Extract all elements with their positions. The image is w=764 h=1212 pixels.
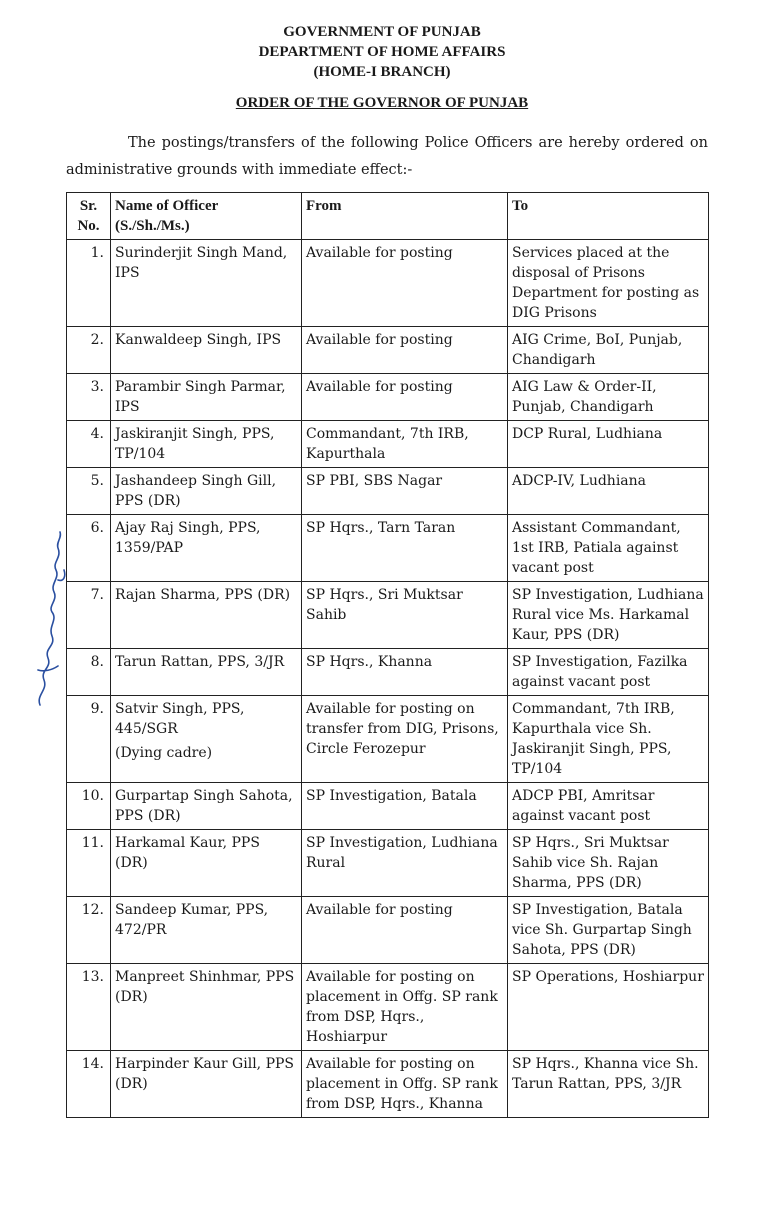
cell-from: SP Investigation, Batala: [302, 783, 508, 830]
cell-officer-name: Tarun Rattan, PPS, 3/JR: [111, 649, 302, 696]
cell-from: Available for posting: [302, 374, 508, 421]
cell-from: Available for posting: [302, 240, 508, 327]
cell-officer-name: Rajan Sharma, PPS (DR): [111, 582, 302, 649]
cell-to: Services placed at the disposal of Prisons Department for posting as DIG Prisons: [508, 240, 709, 327]
table-row: [67, 468, 709, 515]
officer-name-text: Satvir Singh, PPS, 445/SGR: [115, 701, 245, 737]
cell-officer-name: Jashandeep Singh Gill, PPS (DR): [111, 468, 302, 515]
cell-from: SP Hqrs., Tarn Taran: [302, 515, 508, 582]
table-row: [67, 649, 709, 696]
table-row: [67, 327, 709, 374]
table-row: [67, 240, 709, 327]
table-row: [67, 374, 709, 421]
table-row: [67, 783, 709, 830]
cell-from: SP PBI, SBS Nagar: [302, 468, 508, 515]
cell-sr-no: 3.: [67, 374, 111, 421]
cell-sr-no: 11.: [67, 830, 111, 897]
header-name-line1: Name of Officer: [115, 198, 219, 214]
cell-from: Available for posting on transfer from DIG, Prisons, Circle Ferozepur: [302, 696, 508, 783]
cell-to: Commandant, 7th IRB, Kapurthala vice Sh. Jaskiranjit Singh, PPS, TP/104: [508, 696, 709, 783]
header-line-department: DEPARTMENT OF HOME AFFAIRS: [258, 44, 506, 60]
cell-sr-no: 2.: [67, 327, 111, 374]
cell-officer-name: Surinderjit Singh Mand, IPS: [111, 240, 302, 327]
cell-officer-name: Ajay Raj Singh, PPS, 1359/PAP: [111, 515, 302, 582]
cell-officer-name: Parambir Singh Parmar, IPS: [111, 374, 302, 421]
cell-sr-no: 6.: [67, 515, 111, 582]
cell-to: Assistant Commandant, 1st IRB, Patiala against vacant post: [508, 515, 709, 582]
cell-to: SP Hqrs., Sri Muktsar Sahib vice Sh. Rajan Sharma, PPS (DR): [508, 830, 709, 897]
cell-to: SP Investigation, Fazilka against vacant post: [508, 649, 709, 696]
header-from: From: [302, 193, 508, 240]
cell-to: ADCP-IV, Ludhiana: [508, 468, 709, 515]
cell-officer-name: [111, 696, 302, 783]
table-row: [67, 515, 709, 582]
cell-officer-name: Gurpartap Singh Sahota, PPS (DR): [111, 783, 302, 830]
cell-from: Available for posting: [302, 897, 508, 964]
header-to: To: [508, 193, 709, 240]
cell-sr-no: 12.: [67, 897, 111, 964]
cell-sr-no: 4.: [67, 421, 111, 468]
header-name-line2: (S./Sh./Ms.): [115, 218, 190, 234]
header-line-government: GOVERNMENT OF PUNJAB: [283, 24, 481, 40]
cell-sr-no: 7.: [67, 582, 111, 649]
table-row: [67, 582, 709, 649]
header-sr-no: [67, 193, 111, 240]
cell-to: AIG Law & Order-II, Punjab, Chandigarh: [508, 374, 709, 421]
header-sr-line1: Sr.: [79, 198, 98, 214]
table-row: [67, 830, 709, 897]
handwritten-signature: [18, 520, 78, 720]
cell-sr-no: 1.: [67, 240, 111, 327]
cell-from: SP Hqrs., Khanna: [302, 649, 508, 696]
cell-officer-name: Sandeep Kumar, PPS, 472/PR: [111, 897, 302, 964]
cell-officer-name: Kanwaldeep Singh, IPS: [111, 327, 302, 374]
cell-officer-name: Harkamal Kaur, PPS (DR): [111, 830, 302, 897]
cell-officer-name: Harpinder Kaur Gill, PPS (DR): [111, 1051, 302, 1118]
officer-name-note: (Dying cadre): [115, 745, 213, 761]
cell-to: DCP Rural, Ludhiana: [508, 421, 709, 468]
cell-from: SP Hqrs., Sri Muktsar Sahib: [302, 582, 508, 649]
cell-from: Available for posting: [302, 327, 508, 374]
table-header-row: [67, 193, 709, 240]
cell-to: ADCP PBI, Amritsar against vacant post: [508, 783, 709, 830]
cell-to: SP Operations, Hoshiarpur: [508, 964, 709, 1051]
document-header: [0, 22, 764, 82]
cell-sr-no: 5.: [67, 468, 111, 515]
cell-from: SP Investigation, Ludhiana Rural: [302, 830, 508, 897]
table-row: [67, 696, 709, 783]
table-row: [67, 964, 709, 1051]
table-row: [67, 421, 709, 468]
cell-to: SP Investigation, Ludhiana Rural vice Ms. Harkamal Kaur, PPS (DR): [508, 582, 709, 649]
header-name-of-officer: [111, 193, 302, 240]
header-line-branch: (HOME-I BRANCH): [313, 64, 451, 80]
header-sr-line2: No.: [77, 218, 100, 234]
order-title: ORDER OF THE GOVERNOR OF PUNJAB: [235, 95, 529, 111]
table-row: [67, 897, 709, 964]
cell-to: SP Investigation, Batala vice Sh. Gurpartap Singh Sahota, PPS (DR): [508, 897, 709, 964]
postings-table: [66, 192, 709, 1118]
table-body: [67, 240, 709, 1118]
cell-to: AIG Crime, BoI, Punjab, Chandigarh: [508, 327, 709, 374]
cell-sr-no: 13.: [67, 964, 111, 1051]
cell-sr-no: 14.: [67, 1051, 111, 1118]
cell-sr-no: 9.: [67, 696, 111, 783]
cell-officer-name: Jaskiranjit Singh, PPS, TP/104: [111, 421, 302, 468]
cell-sr-no: 8.: [67, 649, 111, 696]
cell-from: Available for posting on placement in Offg. SP rank from DSP, Hqrs., Hoshiarpur: [302, 964, 508, 1051]
intro-paragraph: The postings/transfers of the following Police Officers are hereby ordered on administrative grounds with immediate effect:-: [66, 135, 708, 178]
cell-officer-name: Manpreet Shinhmar, PPS (DR): [111, 964, 302, 1051]
cell-sr-no: 10.: [67, 783, 111, 830]
cell-from: Available for posting on placement in Offg. SP rank from DSP, Hqrs., Khanna: [302, 1051, 508, 1118]
table-row: [67, 1051, 709, 1118]
cell-from: Commandant, 7th IRB, Kapurthala: [302, 421, 508, 468]
cell-to: SP Hqrs., Khanna vice Sh. Tarun Rattan, PPS, 3/JR: [508, 1051, 709, 1118]
